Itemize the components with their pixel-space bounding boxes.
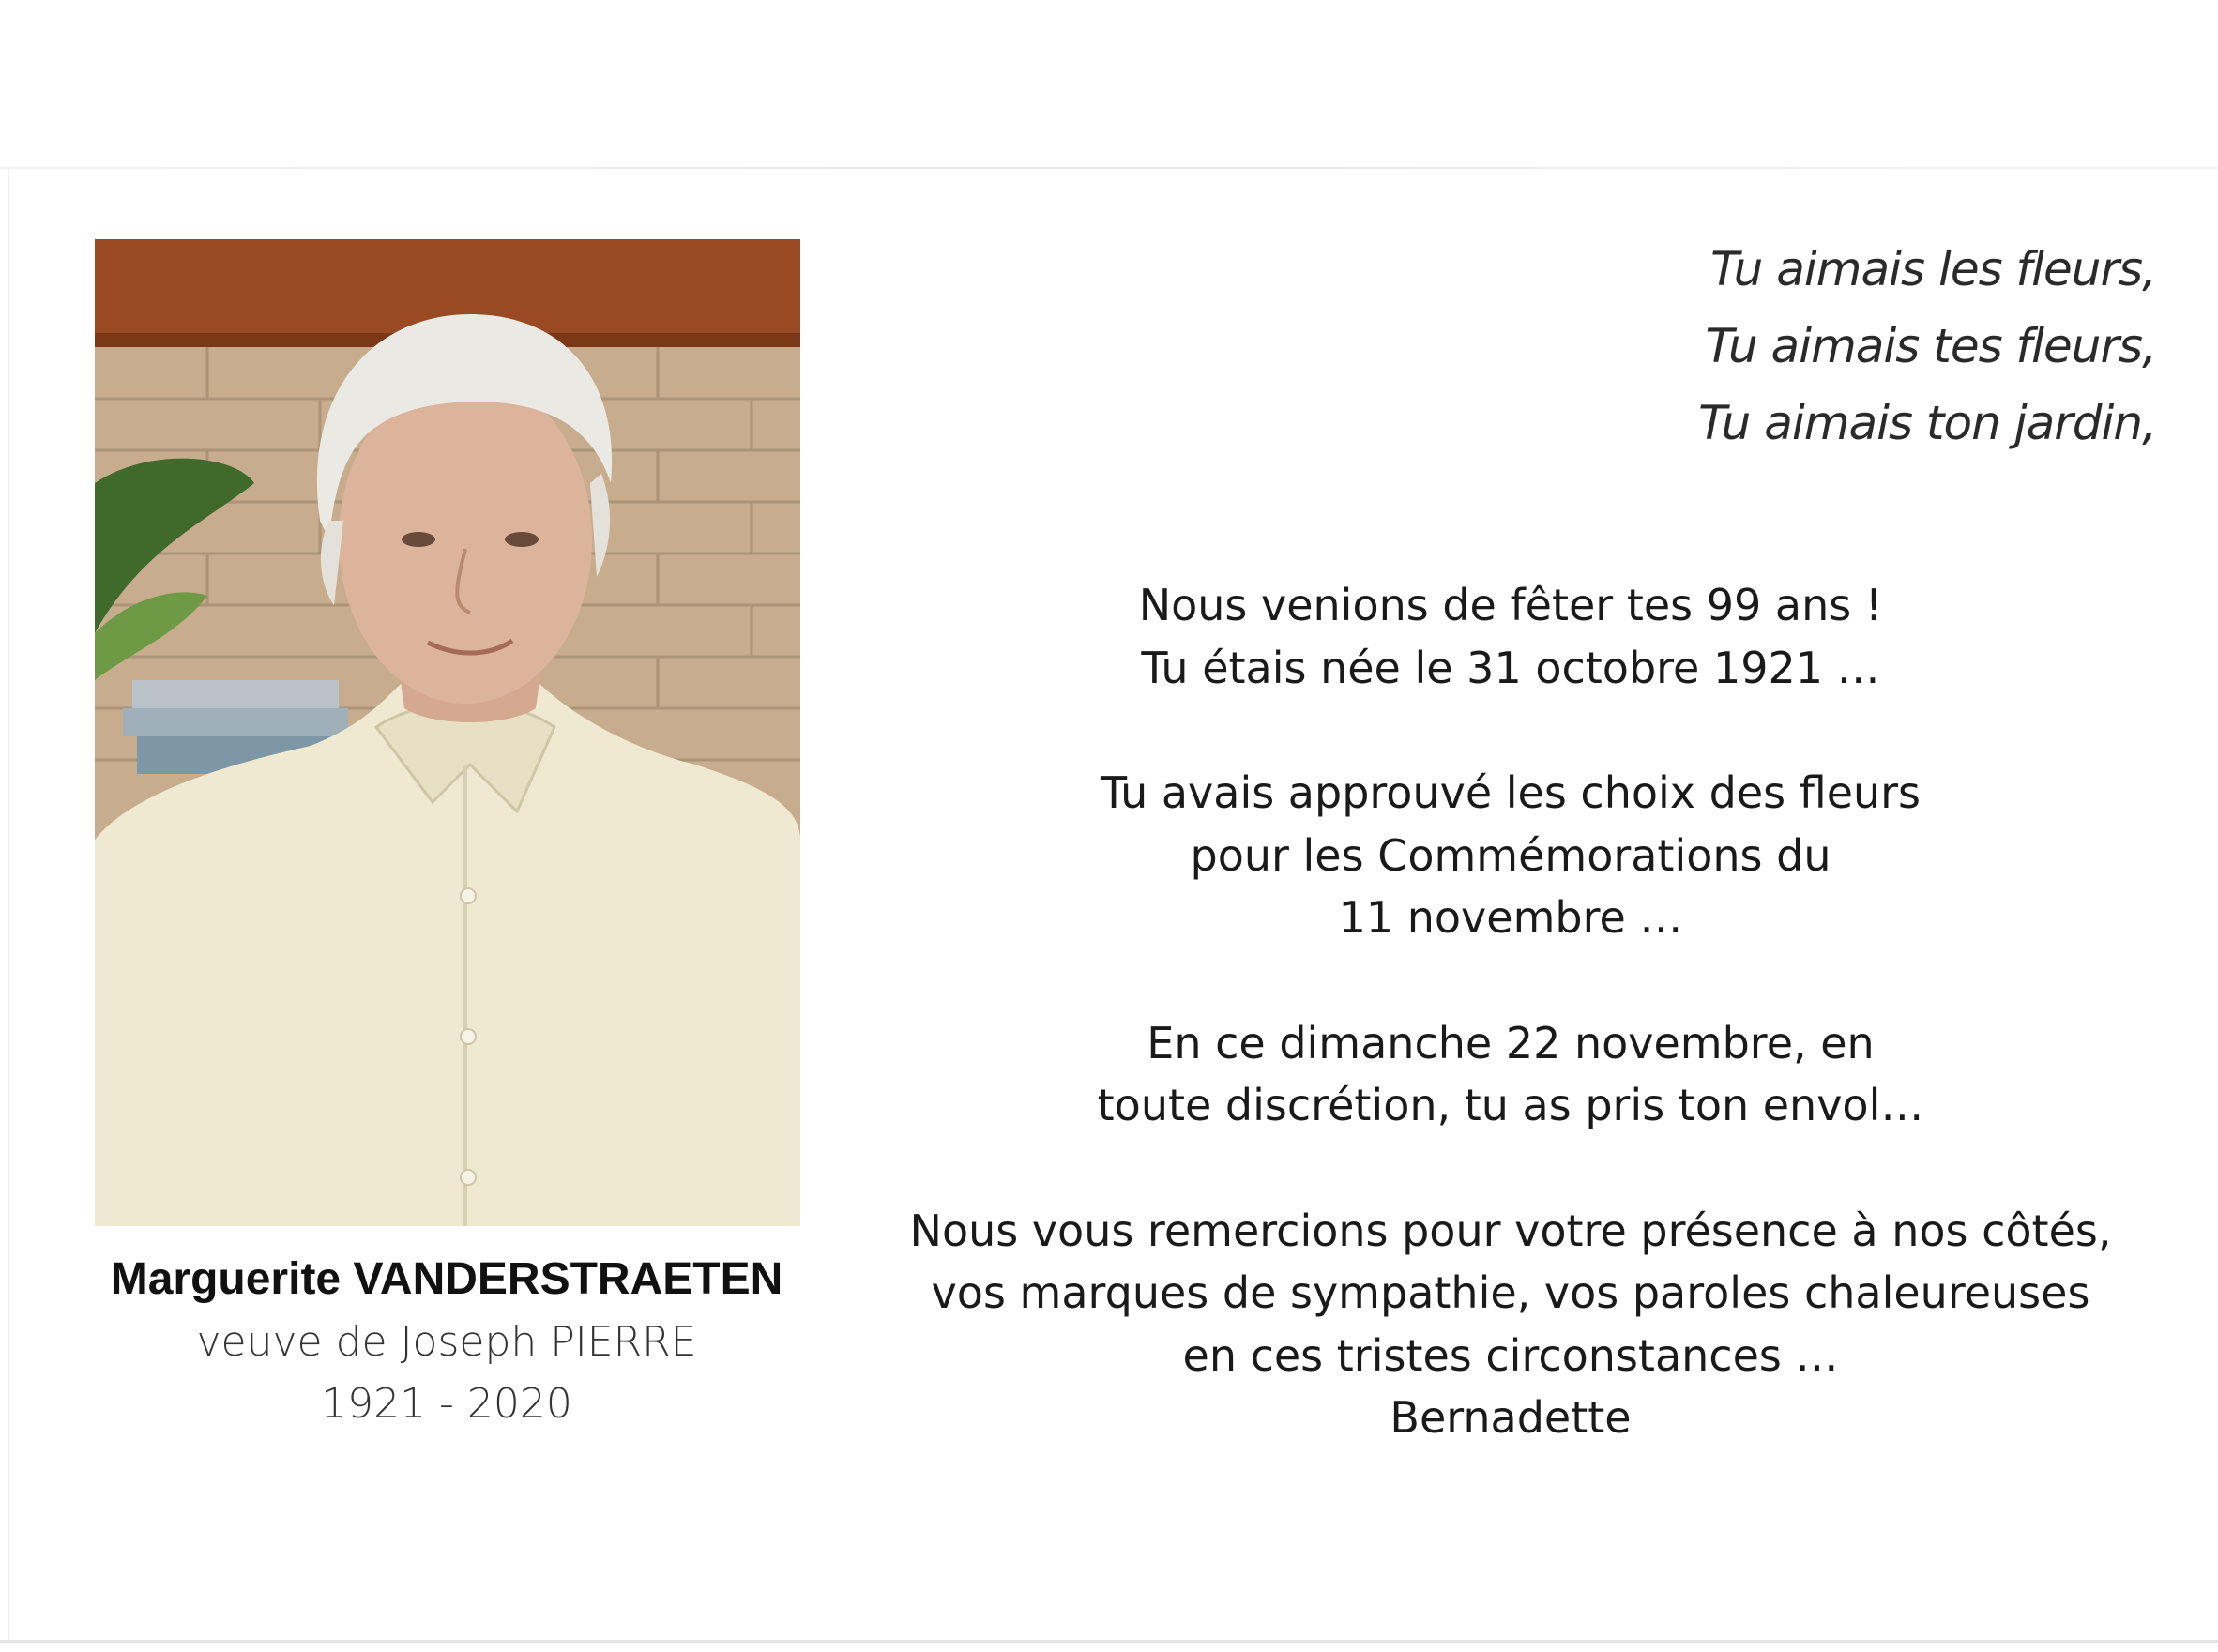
poem-line: Tu aimais les fleurs, (1710, 242, 2156, 296)
paragraph-thanks (901, 1200, 2120, 1449)
paragraph-flowers (901, 762, 2120, 949)
poem-line: Tu aimais tes fleurs, (1705, 319, 2156, 373)
card-bottom-edge (0, 1640, 2218, 1643)
deceased-name: Marguerite VANDERSTRAETEN (110, 1254, 783, 1304)
message-line: Nous vous remercions pour votre présence à nos côtés, (909, 1205, 2112, 1256)
signature: Bernadette (1390, 1392, 1632, 1443)
memorial-message (901, 574, 2120, 1449)
message-line: En ce dimanche 22 novembre, en (1147, 1017, 1875, 1068)
message-line: Tu avais approuvé les choix des fleurs (1100, 767, 1922, 818)
paragraph-passing (901, 1012, 2120, 1137)
message-line: pour les Commémorations du (1190, 829, 1831, 881)
photo-caption (56, 1248, 837, 1435)
card-left-edge (8, 167, 9, 1640)
message-line: 11 novembre … (1338, 892, 1683, 943)
deceased-relation: veuve de Joseph PIERRE (196, 1318, 697, 1366)
poem (1312, 231, 2156, 462)
message-line: en ces tristes circonstances … (1182, 1329, 1839, 1381)
portrait-photo (95, 239, 800, 1226)
message-line: vos marques de sympathie, vos paroles chaleureuses (931, 1267, 2090, 1318)
paragraph-birthday (901, 574, 2120, 699)
message-line: toute discrétion, tu as pris ton envol… (1097, 1080, 1924, 1130)
deceased-years: 1921 - 2020 (321, 1380, 572, 1428)
poem-line: Tu aimais ton jardin, (1698, 396, 2156, 450)
message-line: Nous venions de fêter tes 99 ans ! (1138, 580, 1883, 630)
portrait-illustration (95, 239, 800, 1226)
message-line: Tu étais née le 31 octobre 1921 … (1141, 642, 1880, 693)
card-top-edge (0, 167, 2218, 169)
